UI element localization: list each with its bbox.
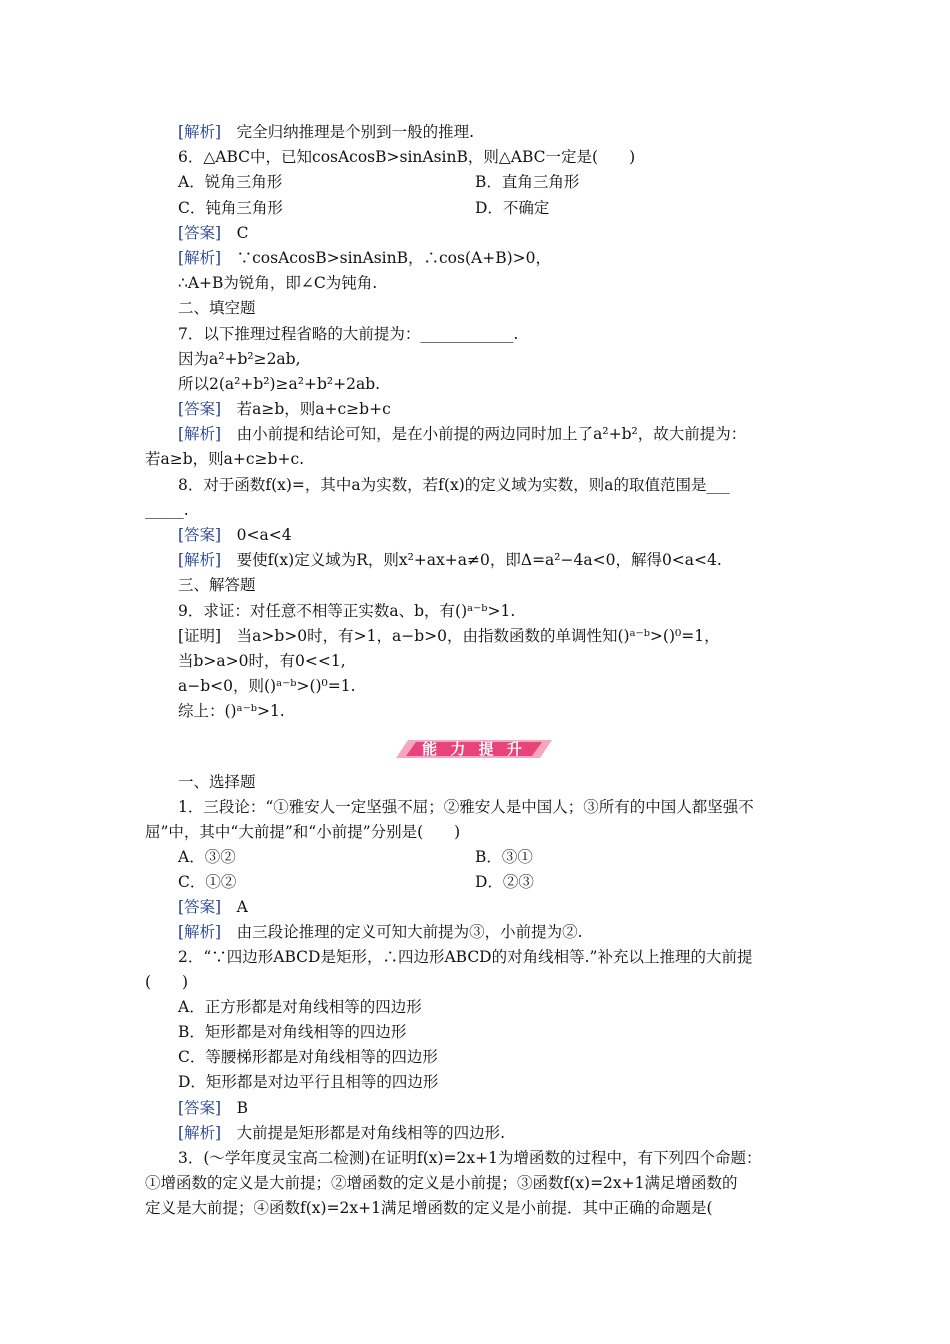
option-c: C．等腰梯形都是对角线相等的四边形 <box>178 1048 438 1066</box>
analysis-line <box>178 247 551 269</box>
analysis-text: 由小前提和结论可知，是在小前提的两边同时加上了a²+b²，故大前提为： <box>236 425 747 443</box>
answer-tag: [答案] <box>178 1099 222 1117</box>
banner-title: 能 力 提 升 <box>422 740 526 758</box>
analysis-line <box>178 1122 505 1144</box>
analysis-text: 大前提是矩形都是对角线相等的四边形. <box>236 1124 506 1142</box>
option-a: A．正方形都是对角线相等的四边形 <box>178 998 422 1016</box>
answer-text: C <box>236 224 249 242</box>
question-7: 7．以下推理过程省略的大前提为：____________. <box>178 325 519 343</box>
analysis-line <box>178 549 722 571</box>
answer-line <box>178 398 391 420</box>
analysis-text: 要使f(x)定义域为R，则x²+ax+a≠0，即Δ=a²−4a<0，解得0<a<4. <box>236 551 722 569</box>
analysis-tag: [解析] <box>178 425 222 443</box>
text-line: _____. <box>145 501 189 519</box>
answer-line <box>178 1097 248 1119</box>
analysis-tag: [解析] <box>178 1124 222 1142</box>
answer-tag: [答案] <box>178 898 222 916</box>
text-line: ∴A+B为锐角，即∠C为钝角. <box>178 274 378 292</box>
answer-text: 0<a<4 <box>236 526 292 544</box>
option-b: B．直角三角形 <box>475 173 580 191</box>
answer-tag: [答案] <box>178 400 222 418</box>
analysis-tag: [解析] <box>178 123 222 141</box>
answer-text: 若a≥b，则a+c≥b+c <box>236 400 391 418</box>
question-1: 1．三段论：“①雅安人一定坚强不屈；②雅安人是中国人；③所有的中国人都坚强不 <box>178 798 754 816</box>
option-a: A．锐角三角形 <box>178 173 283 191</box>
answer-line <box>178 896 248 918</box>
text-line: 当b>a>0时，有0<<1, <box>178 652 346 670</box>
section-heading: 二、填空题 <box>178 299 256 317</box>
text-line: 定义是大前提；④函数f(x)=2x+1满足增函数的定义是小前提．其中正确的命题是( <box>145 1199 713 1217</box>
question-2: 2．“∵四边形ABCD是矩形，∴四边形ABCD的对角线相等.”补充以上推理的大前提 <box>178 948 753 966</box>
option-a: A．③② <box>178 848 236 866</box>
analysis-text: 完全归纳推理是个别到一般的推理. <box>236 123 475 141</box>
text-line: a−b<0，则()ᵃ⁻ᵇ>()⁰=1. <box>178 677 356 695</box>
text-line: 屈”中，其中“大前提”和“小前提”分别是( ) <box>145 823 461 841</box>
answer-text: A <box>236 898 248 916</box>
answer-line <box>178 524 292 546</box>
proof-line <box>178 625 720 647</box>
analysis-tag: [解析] <box>178 249 222 267</box>
section-heading: 一、选择题 <box>178 773 256 791</box>
proof-text: 当a>b>0时，有>1，a−b>0，由指数函数的单调性知()ᵃ⁻ᵇ>()⁰=1， <box>236 627 720 645</box>
option-d: D．②③ <box>475 873 534 891</box>
option-c: C．①② <box>178 873 237 891</box>
analysis-line <box>178 423 746 445</box>
section-banner <box>396 738 552 760</box>
analysis-text: 由三段论推理的定义可知大前提为③，小前提为②. <box>236 923 583 941</box>
option-b: B．矩形都是对角线相等的四边形 <box>178 1023 407 1041</box>
option-b: B．③① <box>475 848 533 866</box>
text-line: 所以2(a²+b²)≥a²+b²+2ab. <box>178 375 381 393</box>
analysis-line <box>178 121 474 143</box>
option-d: D．不确定 <box>475 199 550 217</box>
proof-tag: [证明] <box>178 627 222 645</box>
text-line: 综上：()ᵃ⁻ᵇ>1. <box>178 702 285 720</box>
answer-text: B <box>236 1099 249 1117</box>
answer-line <box>178 222 249 244</box>
analysis-tag: [解析] <box>178 551 222 569</box>
question-8: 8．对于函数f(x)=，其中a为实数，若f(x)的定义域为实数，则a的取值范围是___ <box>178 476 730 494</box>
option-d: D．矩形都是对边平行且相等的四边形 <box>178 1073 439 1091</box>
text-line: 若a≥b，则a+c≥b+c. <box>145 450 305 468</box>
text-line: ①增函数的定义是大前提；②增函数的定义是小前提；③函数f(x)=2x+1满足增函数的 <box>145 1174 738 1192</box>
analysis-text: ∵cosAcosB>sinAsinB，∴cos(A+B)>0， <box>236 249 551 267</box>
text-line: ( ) <box>145 973 189 991</box>
question-3: 3．(～学年度灵宝高二检测)在证明f(x)=2x+1为增函数的过程中，有下列四个命题： <box>178 1149 762 1167</box>
answer-tag: [答案] <box>178 224 222 242</box>
option-c: C．钝角三角形 <box>178 199 283 217</box>
text-line: 因为a²+b²≥2ab, <box>178 350 301 368</box>
analysis-tag: [解析] <box>178 923 222 941</box>
question-9: 9．求证：对任意不相等正实数a、b，有()ᵃ⁻ᵇ>1. <box>178 602 516 620</box>
analysis-line <box>178 921 583 943</box>
answer-tag: [答案] <box>178 526 222 544</box>
question-6: 6．△ABC中，已知cosAcosB>sinAsinB，则△ABC一定是( ) <box>178 148 636 166</box>
section-heading: 三、解答题 <box>178 576 256 594</box>
